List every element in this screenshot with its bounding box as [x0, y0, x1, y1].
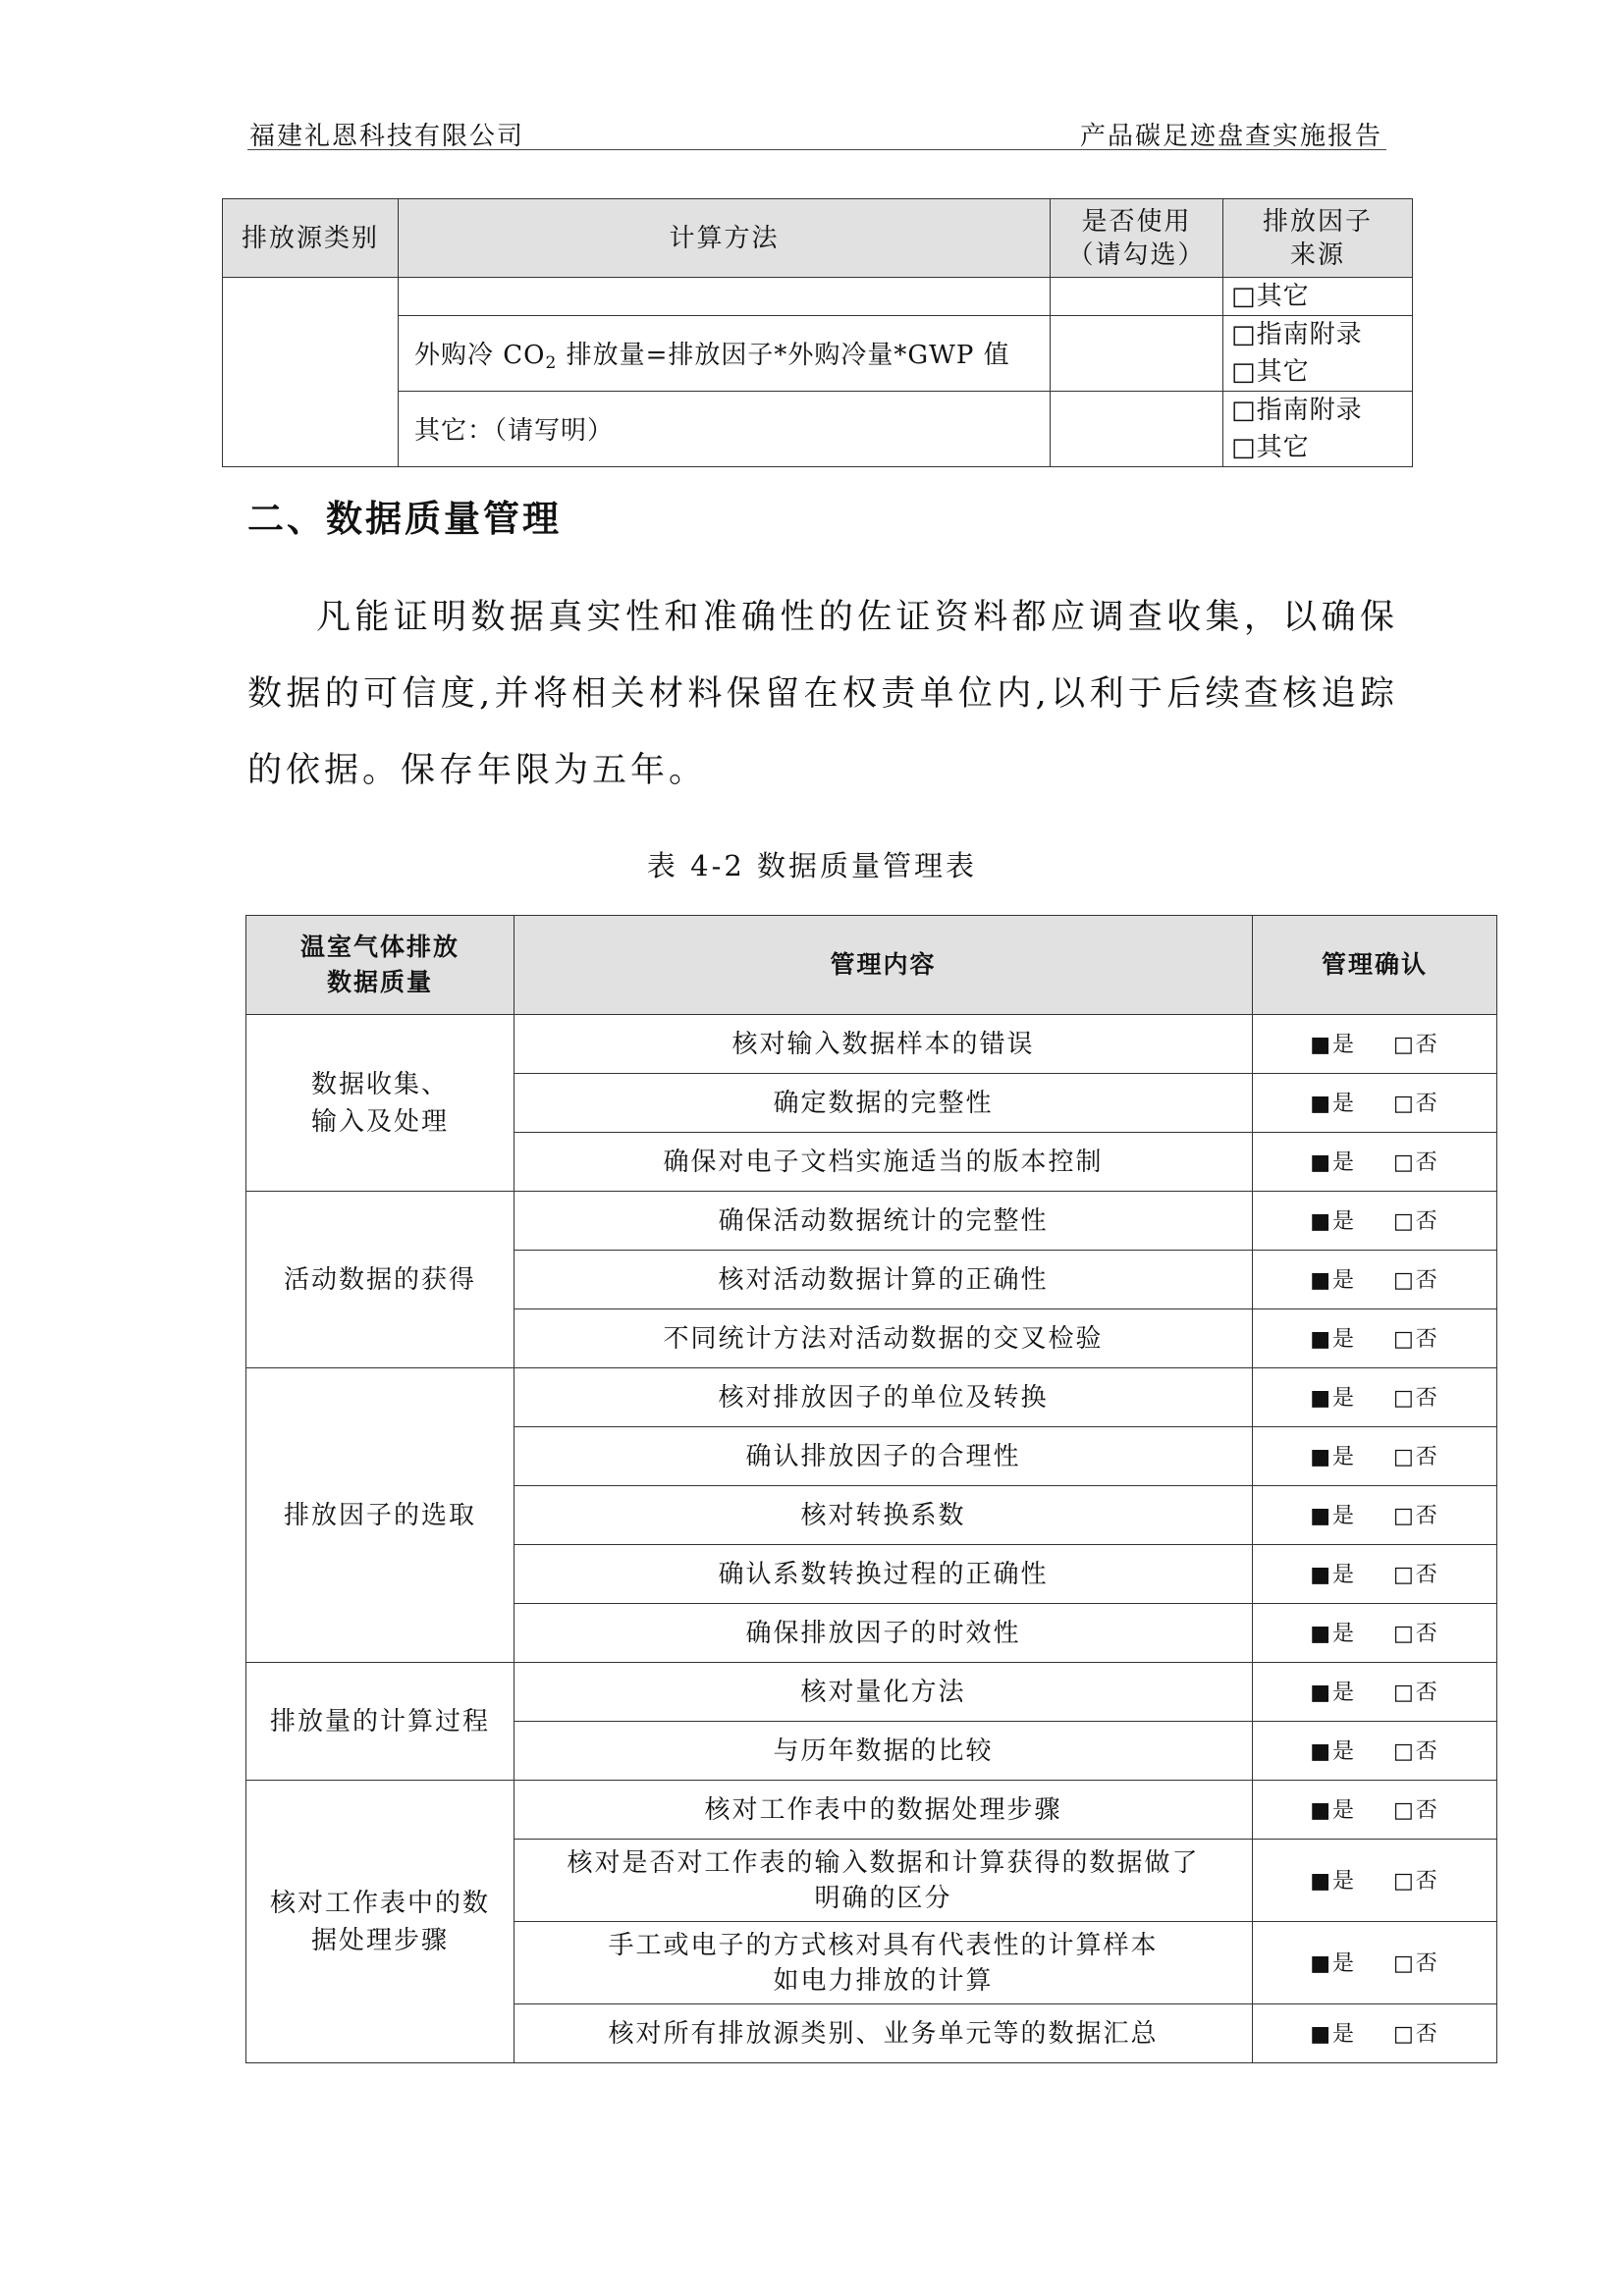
no-checkbox[interactable]: □否 [1393, 1149, 1439, 1175]
yes-checkbox[interactable]: ■是 [1310, 1950, 1356, 1976]
content-cell [514, 1368, 1253, 1427]
yes-checkbox[interactable]: ■是 [1310, 1738, 1356, 1764]
table-row [246, 1192, 1497, 1251]
section-paragraph: 凡能证明数据真实性和准确性的佐证资料都应调查收集，以确保数据的可信度,并将相关材料保留在权责单位内,以利于后续查核追踪的依据。保存年限为五年。 [247, 598, 1398, 790]
used-checkbox-cell[interactable] [1051, 278, 1223, 316]
table-row [223, 278, 1413, 316]
content-line: 确保对电子文档实施适当的版本控制 [663, 1147, 1104, 1177]
content-line: 确定数据的完整性 [773, 1088, 994, 1118]
category-line: 活动数据的获得 [283, 1264, 476, 1295]
content-line: 确认系数转换过程的正确性 [718, 1559, 1049, 1589]
table-caption: 表 4-2 数据质量管理表 [646, 849, 978, 882]
yes-checkbox[interactable]: ■是 [1310, 1267, 1356, 1293]
confirm-cell [1253, 1486, 1497, 1545]
no-checkbox[interactable]: □否 [1393, 2021, 1439, 2047]
content-line: 与历年数据的比较 [773, 1735, 994, 1766]
table-row [246, 1015, 1497, 1074]
yes-checkbox[interactable]: ■是 [1310, 1444, 1356, 1469]
method-text-cont: 排放量=排放因子*外购冷量*GWP 值 [557, 340, 1010, 370]
method-cell [399, 316, 1051, 392]
no-checkbox[interactable]: □否 [1393, 1326, 1439, 1352]
content-cell [514, 1192, 1253, 1251]
table-row [246, 1368, 1497, 1427]
source-option[interactable]: □指南附录 [1231, 320, 1363, 349]
section-title: 二、数据质量管理 [247, 498, 562, 540]
content-line: 确保活动数据统计的完整性 [718, 1205, 1049, 1236]
category-cell [246, 1015, 514, 1192]
no-checkbox[interactable]: □否 [1393, 1032, 1439, 1057]
category-line: 排放量的计算过程 [269, 1706, 490, 1736]
page-header [247, 114, 1386, 150]
table-row [246, 1781, 1497, 1840]
data-quality-table [245, 915, 1497, 2063]
yes-checkbox[interactable]: ■是 [1310, 1680, 1356, 1705]
yes-checkbox[interactable]: ■是 [1310, 1868, 1356, 1894]
source-option[interactable]: □其它 [1231, 357, 1310, 387]
report-title: 产品碳足迹盘查实施报告 [1079, 122, 1382, 151]
category-line: 据处理步骤 [310, 1925, 449, 1955]
content-cell [514, 1722, 1253, 1781]
no-checkbox[interactable]: □否 [1393, 1797, 1439, 1823]
confirm-cell [1253, 1192, 1497, 1251]
confirm-cell [1253, 1663, 1497, 1722]
confirm-cell [1253, 1604, 1497, 1663]
table-header-row [223, 199, 1413, 278]
content-line: 核对是否对工作表的输入数据和计算获得的数据做了 [567, 1847, 1200, 1878]
header-category [246, 916, 514, 1015]
content-line: 核对输入数据样本的错误 [731, 1029, 1035, 1059]
content-line: 手工或电子的方式核对具有代表性的计算样本 [608, 1930, 1159, 1960]
content-cell [514, 1427, 1253, 1486]
content-cell [514, 1663, 1253, 1722]
yes-checkbox[interactable]: ■是 [1310, 1032, 1356, 1057]
header-used-line2: （请勾选） [1067, 240, 1206, 270]
header-category-line1: 温室气体排放 [299, 933, 460, 961]
category-line: 数据收集、 [310, 1069, 449, 1099]
content-line: 核对转换系数 [800, 1500, 966, 1530]
header-used [1051, 199, 1223, 278]
factor-source-cell [1223, 392, 1413, 467]
confirm-cell [1253, 1781, 1497, 1840]
category-line: 输入及处理 [310, 1106, 449, 1137]
category-cell [246, 1192, 514, 1368]
header-category-line2: 数据质量 [326, 968, 433, 996]
confirm-cell [1253, 1309, 1497, 1368]
confirm-cell [1253, 2004, 1497, 2063]
category-cell [246, 1368, 514, 1663]
content-cell [514, 1922, 1253, 2004]
category-cell [223, 278, 399, 467]
factor-source-cell [1223, 278, 1413, 316]
content-cell [514, 1251, 1253, 1309]
source-option[interactable]: □其它 [1231, 433, 1310, 462]
content-cell [514, 1133, 1253, 1192]
factor-source-cell [1223, 316, 1413, 392]
confirm-cell [1253, 1074, 1497, 1133]
no-checkbox[interactable]: □否 [1393, 1385, 1439, 1411]
no-checkbox[interactable]: □否 [1393, 1208, 1439, 1234]
confirm-cell [1253, 1251, 1497, 1309]
used-checkbox-cell[interactable] [1051, 316, 1223, 392]
method-text: 外购冷 CO [414, 340, 546, 370]
no-checkbox[interactable]: □否 [1393, 1503, 1439, 1528]
category-line: 排放因子的选取 [283, 1500, 476, 1530]
content-line: 核对量化方法 [800, 1677, 966, 1707]
yes-checkbox[interactable]: ■是 [1310, 1208, 1356, 1234]
confirm-cell [1253, 1368, 1497, 1427]
content-line: 不同统计方法对活动数据的交叉检验 [663, 1323, 1104, 1354]
content-line: 核对所有排放源类别、业务单元等的数据汇总 [608, 2018, 1159, 2049]
content-cell [514, 1309, 1253, 1368]
category-cell [246, 1781, 514, 2063]
no-checkbox[interactable]: □否 [1393, 1091, 1439, 1116]
content-cell [514, 1840, 1253, 1922]
yes-checkbox[interactable]: ■是 [1310, 2021, 1356, 2047]
method-text: 其它：（请写明） [414, 415, 615, 446]
content-line: 如电力排放的计算 [773, 1965, 994, 1996]
no-checkbox[interactable]: □否 [1393, 1444, 1439, 1469]
yes-checkbox[interactable]: ■是 [1310, 1326, 1356, 1352]
category-cell [246, 1663, 514, 1781]
yes-checkbox[interactable]: ■是 [1310, 1091, 1356, 1116]
header-used-line1: 是否使用 [1081, 206, 1192, 237]
header-confirm: 管理确认 [1253, 916, 1497, 1015]
no-checkbox[interactable]: □否 [1393, 1950, 1439, 1976]
yes-checkbox[interactable]: ■是 [1310, 1503, 1356, 1528]
no-checkbox[interactable]: □否 [1393, 1680, 1439, 1705]
content-cell [514, 1781, 1253, 1840]
yes-checkbox[interactable]: ■是 [1310, 1385, 1356, 1411]
category-line: 核对工作表中的数 [269, 1888, 490, 1918]
confirm-cell [1253, 1015, 1497, 1074]
content-cell [514, 1074, 1253, 1133]
content-line: 核对工作表中的数据处理步骤 [704, 1794, 1062, 1825]
confirm-cell [1253, 1133, 1497, 1192]
content-cell [514, 1015, 1253, 1074]
confirm-cell [1253, 1840, 1497, 1922]
header-source-line1: 排放因子 [1262, 206, 1373, 237]
content-line: 核对排放因子的单位及转换 [718, 1382, 1049, 1413]
header-method: 计算方法 [399, 199, 1051, 278]
table-row [246, 1663, 1497, 1722]
used-checkbox-cell[interactable] [1051, 392, 1223, 467]
content-cell [514, 1604, 1253, 1663]
no-checkbox[interactable]: □否 [1393, 1738, 1439, 1764]
header-category: 排放源类别 [223, 199, 399, 278]
confirm-cell [1253, 1722, 1497, 1781]
content-cell [514, 1545, 1253, 1604]
emission-method-table [222, 198, 1413, 467]
no-checkbox[interactable]: □否 [1393, 1868, 1439, 1894]
table-row [223, 316, 1413, 392]
confirm-cell [1253, 1545, 1497, 1604]
content-line: 确保排放因子的时效性 [745, 1618, 1021, 1648]
source-option[interactable]: □指南附录 [1231, 396, 1363, 425]
yes-checkbox[interactable]: ■是 [1310, 1621, 1356, 1646]
yes-checkbox[interactable]: ■是 [1310, 1797, 1356, 1823]
content-cell [514, 2004, 1253, 2063]
table-header-row [246, 916, 1497, 1015]
method-cell [399, 278, 1051, 316]
table-row [223, 392, 1413, 467]
header-content: 管理内容 [514, 916, 1253, 1015]
no-checkbox[interactable]: □否 [1393, 1267, 1439, 1293]
confirm-cell [1253, 1427, 1497, 1486]
yes-checkbox[interactable]: ■是 [1310, 1562, 1356, 1587]
method-cell [399, 392, 1051, 467]
content-cell [514, 1486, 1253, 1545]
no-checkbox[interactable]: □否 [1393, 1621, 1439, 1646]
no-checkbox[interactable]: □否 [1393, 1562, 1439, 1587]
content-line: 确认排放因子的合理性 [745, 1441, 1021, 1471]
method-subscript: 2 [545, 352, 558, 373]
header-source-line2: 来源 [1289, 240, 1345, 270]
header-source [1223, 199, 1413, 278]
yes-checkbox[interactable]: ■是 [1310, 1149, 1356, 1175]
source-option[interactable]: □其它 [1231, 282, 1310, 311]
content-line: 核对活动数据计算的正确性 [718, 1264, 1049, 1295]
company-name: 福建礼恩科技有限公司 [249, 122, 525, 151]
confirm-cell [1253, 1922, 1497, 2004]
content-line: 明确的区分 [814, 1883, 952, 1913]
